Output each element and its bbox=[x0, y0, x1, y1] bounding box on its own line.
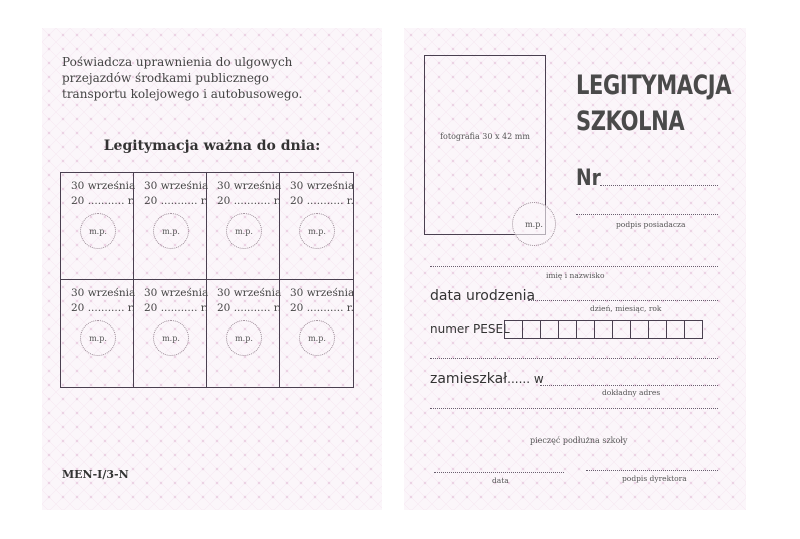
stamp-label: m.p. bbox=[235, 333, 253, 343]
validity-grid bbox=[60, 172, 354, 388]
cell-year: 20 ........... r. bbox=[290, 302, 354, 314]
residence-fill: ...... w bbox=[507, 372, 544, 386]
stamp-label: m.p. bbox=[89, 333, 107, 343]
pesel-digit-box[interactable] bbox=[594, 320, 613, 339]
birth-date-label: data urodzenia bbox=[430, 288, 536, 304]
cell-year: 20 ........... r. bbox=[217, 195, 281, 207]
privileges-text bbox=[62, 54, 362, 102]
pesel-digit-box[interactable] bbox=[684, 320, 703, 339]
pesel-digit-box[interactable] bbox=[648, 320, 667, 339]
document-title bbox=[576, 68, 775, 140]
validity-cell bbox=[134, 173, 207, 280]
pesel-digit-box[interactable] bbox=[666, 320, 685, 339]
pesel-digit-box[interactable] bbox=[504, 320, 523, 339]
residence-field[interactable] bbox=[540, 385, 718, 386]
photo-stamp-circle bbox=[512, 202, 556, 246]
card-front bbox=[404, 28, 746, 510]
residence-label-text: zamieszkał bbox=[430, 371, 508, 387]
cell-year: 20 ........... r. bbox=[217, 302, 281, 314]
cell-date: 30 września bbox=[217, 287, 282, 299]
stamp-circle bbox=[80, 320, 116, 356]
cell-year: 20 ........... r. bbox=[144, 195, 208, 207]
stamp-label: m.p. bbox=[162, 226, 180, 236]
pesel-input[interactable] bbox=[504, 320, 702, 339]
pesel-digit-box[interactable] bbox=[540, 320, 559, 339]
name-caption: imię i nazwisko bbox=[546, 271, 605, 280]
address-caption: dokładny adres bbox=[602, 388, 661, 397]
date-field[interactable] bbox=[434, 472, 564, 473]
stamp-circle bbox=[299, 213, 335, 249]
pesel-digit-box[interactable] bbox=[576, 320, 595, 339]
cell-date: 30 września bbox=[144, 287, 209, 299]
stamp-circle bbox=[226, 213, 262, 249]
cell-year: 20 ........... r. bbox=[71, 302, 135, 314]
stamp-circle bbox=[153, 320, 189, 356]
stamp-circle bbox=[226, 320, 262, 356]
stamp-circle bbox=[299, 320, 335, 356]
pesel-digit-box[interactable] bbox=[558, 320, 577, 339]
pesel-digit-box[interactable] bbox=[612, 320, 631, 339]
pesel-digit-box[interactable] bbox=[630, 320, 649, 339]
intro-line-3: transportu kolejowego i autobusowego. bbox=[62, 87, 303, 101]
validity-cell bbox=[207, 173, 280, 280]
cell-year: 20 ........... r. bbox=[144, 302, 208, 314]
intro-line-1: Poświadcza uprawnienia do ulgowych bbox=[62, 55, 293, 69]
cell-year: 20 ........... r. bbox=[290, 195, 354, 207]
name-field[interactable] bbox=[430, 266, 718, 267]
blank-line[interactable] bbox=[430, 358, 718, 359]
validity-cell bbox=[280, 280, 353, 387]
director-signature-caption: podpis dyrektora bbox=[622, 474, 687, 483]
stamp-label: m.p. bbox=[162, 333, 180, 343]
cell-date: 30 września bbox=[71, 287, 136, 299]
pesel-digit-box[interactable] bbox=[522, 320, 541, 339]
cell-date: 30 września bbox=[217, 180, 282, 192]
stamp-label: m.p. bbox=[235, 226, 253, 236]
stamp-circle bbox=[80, 213, 116, 249]
stamp-label: m.p. bbox=[89, 226, 107, 236]
number-label: Nr bbox=[576, 166, 601, 191]
address-field-line-2[interactable] bbox=[430, 408, 718, 409]
validity-cell bbox=[280, 173, 353, 280]
stamp-label: m.p. bbox=[308, 333, 326, 343]
form-code: MEN-I/3-N bbox=[62, 468, 129, 481]
owner-signature-field[interactable] bbox=[576, 214, 718, 215]
photo-label: fotografia 30 x 42 mm bbox=[440, 132, 530, 141]
photo-stamp-label: m.p. bbox=[525, 219, 543, 229]
school-stamp-caption: pieczęć podłużna szkoły bbox=[530, 436, 628, 445]
residence-label bbox=[430, 371, 544, 387]
title-line-2: SZKOLNA bbox=[576, 106, 685, 137]
validity-cell bbox=[207, 280, 280, 387]
cell-date: 30 września bbox=[290, 287, 355, 299]
validity-heading: Legitymacja ważna do dnia: bbox=[103, 138, 321, 154]
birth-date-caption: dzień, miesiąc, rok bbox=[590, 304, 662, 313]
number-field[interactable] bbox=[600, 185, 718, 186]
owner-signature-caption: podpis posiadacza bbox=[616, 220, 686, 229]
cell-date: 30 września bbox=[144, 180, 209, 192]
intro-line-2: przejazdów środkami publicznego bbox=[62, 71, 269, 85]
validity-cell bbox=[61, 173, 134, 280]
cell-year: 20 ........... r. bbox=[71, 195, 135, 207]
birth-date-field[interactable] bbox=[528, 300, 718, 301]
stamp-circle bbox=[153, 213, 189, 249]
validity-cell bbox=[134, 280, 207, 387]
date-caption: data bbox=[492, 476, 509, 485]
validity-cell bbox=[61, 280, 134, 387]
cell-date: 30 września bbox=[71, 180, 136, 192]
director-signature-field[interactable] bbox=[586, 470, 718, 471]
stamp-label: m.p. bbox=[308, 226, 326, 236]
cell-date: 30 września bbox=[290, 180, 355, 192]
card-back bbox=[42, 28, 382, 510]
pesel-label: numer PESEL bbox=[430, 322, 510, 336]
title-line-1: LEGITYMACJA bbox=[576, 70, 732, 101]
